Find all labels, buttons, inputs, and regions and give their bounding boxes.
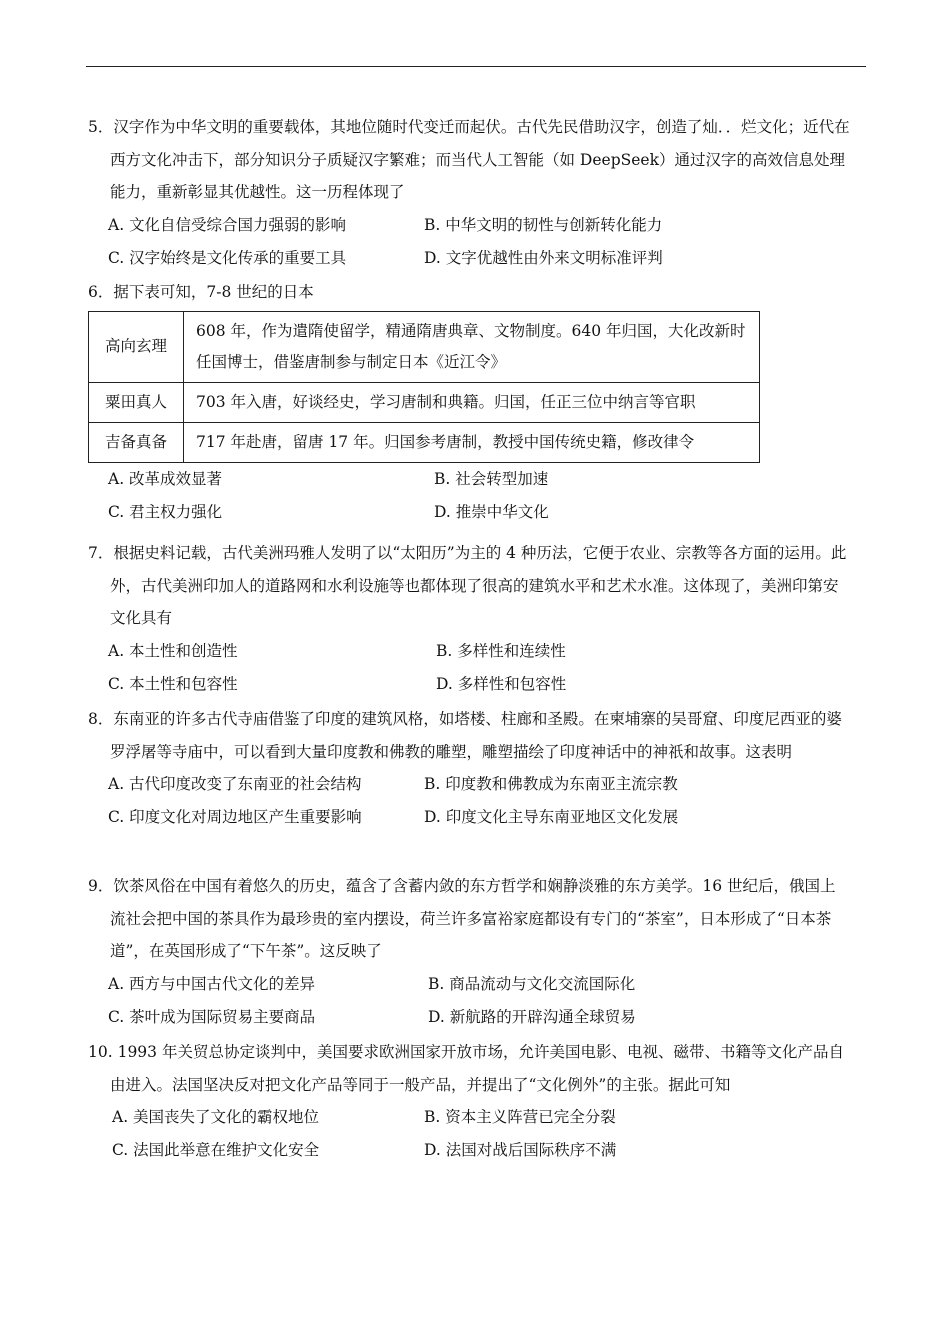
table-cell-name: 吉备真备 (89, 422, 184, 462)
table-cell-text: 703 年入唐，好谈经史，学习唐制和典籍。归国，任正三位中纳言等官职 (184, 382, 760, 422)
table-cell-text: 717 年赴唐，留唐 17 年。归国参考唐制，教授中国传统史籍，修改律令 (184, 422, 760, 462)
option-a[interactable]: A. 古代印度改变了东南亚的社会结构 (108, 775, 362, 793)
options-row (88, 209, 850, 242)
question-6 (88, 276, 850, 529)
options-row (88, 1134, 850, 1167)
option-b[interactable]: B. 资本主义阵营已完全分裂 (424, 1108, 616, 1126)
question-9 (88, 870, 850, 1034)
question-10 (88, 1036, 850, 1167)
table-cell-text: 608 年，作为遣隋使留学，精通隋唐典章、文物制度。640 年归国，大化改新时任国博士，借鉴唐制参与制定日本《近江令》 (184, 311, 760, 382)
option-a[interactable]: A. 本土性和创造性 (108, 641, 238, 660)
option-c[interactable]: C. 茶叶成为国际贸易主要商品 (108, 1007, 316, 1026)
header-rule (86, 66, 866, 67)
option-b[interactable]: B. 中华文明的韧性与创新转化能力 (424, 215, 663, 234)
options-row (88, 242, 850, 275)
question-stem: 7．根据史料记载，古代美洲玛雅人发明了以“太阳历”为主的 4 种历法，它便于农业、宗教等各方面的运用。此外，古代美洲印加人的道路网和水利设施等也都体现了很高的建筑水平和艺术水准。这体现了，美洲印第安文化具有 (88, 544, 847, 627)
question-stem: 10. 1993 年关贸总协定谈判中，美国要求欧洲国家开放市场，允许美国电影、电视、磁带、书籍等文化产品自由进入。法国坚决反对把文化产品等同于一般产品，并提出了“文化例外”的主张。据此可知 (88, 1043, 844, 1094)
option-c[interactable]: C. 汉字始终是文化传承的重要工具 (108, 248, 347, 267)
option-a[interactable]: A. 西方与中国古代文化的差异 (108, 974, 316, 993)
question-7 (88, 537, 850, 701)
option-a[interactable]: A. 美国丧失了文化的霸权地位 (112, 1108, 320, 1126)
option-d[interactable]: D. 新航路的开辟沟通全球贸易 (428, 1007, 636, 1026)
option-b[interactable]: B. 商品流动与文化交流国际化 (428, 974, 636, 993)
question-8 (88, 703, 850, 834)
option-d[interactable]: D. 多样性和包容性 (436, 674, 567, 693)
options-row (88, 968, 850, 1001)
options-row (88, 1101, 850, 1134)
option-a[interactable]: A. 文化自信受综合国力强弱的影响 (108, 215, 347, 234)
table-row (89, 422, 760, 462)
option-b[interactable]: B. 社会转型加速 (434, 469, 549, 488)
options-row (88, 496, 850, 529)
option-d[interactable]: D. 印度文化主导东南亚地区文化发展 (424, 808, 679, 826)
envoy-table (88, 311, 760, 463)
option-c[interactable]: C. 本土性和包容性 (108, 674, 238, 693)
question-stem: 6．据下表可知，7-8 世纪的日本 (88, 283, 314, 301)
question-stem: 9．饮茶风俗在中国有着悠久的历史，蕴含了含蓄内敛的东方哲学和娴静淡雅的东方美学。16 世纪后，俄国上流社会把中国的茶具作为最珍贵的室内摆设，荷兰许多富裕家庭都设有专门的“茶室”，日本形成了“日本茶道”，在英国形成了“下午茶”。这反映了 (88, 877, 836, 960)
options-row (88, 463, 850, 496)
option-d[interactable]: D. 文字优越性由外来文明标准评判 (424, 248, 663, 267)
question-stem: 8．东南亚的许多古代寺庙借鉴了印度的建筑风格，如塔楼、柱廊和圣殿。在柬埔寨的吴哥窟、印度尼西亚的婆罗浮屠等寺庙中，可以看到大量印度教和佛教的雕塑，雕塑描绘了印度神话中的神祇和故事。这表明 (88, 710, 842, 761)
option-b[interactable]: B. 多样性和连续性 (436, 641, 566, 660)
table-cell-name: 粟田真人 (89, 382, 184, 422)
option-c[interactable]: C. 印度文化对周边地区产生重要影响 (108, 808, 362, 826)
option-d[interactable]: D. 推崇中华文化 (434, 502, 549, 521)
options-row (88, 635, 850, 668)
option-d[interactable]: D. 法国对战后国际秩序不满 (424, 1141, 617, 1159)
options-row (88, 1001, 850, 1034)
question-stem: 5．汉字作为中华文明的重要载体，其地位随时代变迁而起伏。古代先民借助汉字，创造了灿．．烂文化；近代在西方文化冲击下，部分知识分子质疑汉字繁难；而当代人工智能（如 DeepSeek）通过汉字的高效信息处理能力，重新彰显其优越性。这一历程体现了 (88, 118, 850, 201)
option-b[interactable]: B. 印度教和佛教成为东南亚主流宗教 (424, 775, 678, 793)
table-row (89, 382, 760, 422)
table-cell-name: 高向玄理 (89, 311, 184, 382)
options-row (88, 768, 850, 801)
options-row (88, 801, 850, 834)
option-a[interactable]: A. 改革成效显著 (108, 469, 223, 488)
question-5 (88, 111, 850, 275)
table-row (89, 311, 760, 382)
option-c[interactable]: C. 君主权力强化 (108, 502, 223, 521)
option-c[interactable]: C. 法国此举意在维护文化安全 (112, 1141, 320, 1159)
options-row (88, 668, 850, 701)
